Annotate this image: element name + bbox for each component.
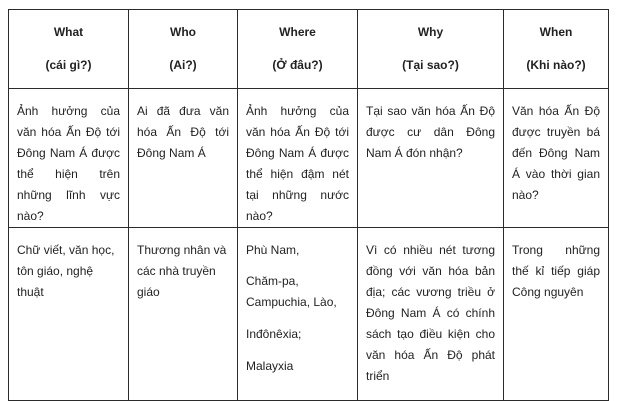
header-where-label: Where [279, 25, 316, 39]
header-when-sub: (Khi nào?) [526, 58, 586, 72]
question-where: Ảnh hưởng của văn hóa Ấn Độ tới Đông Nam Á được thể hiện đậm nét tại những nước nào? [238, 89, 358, 228]
header-who [129, 10, 238, 89]
answer-what: Chữ viết, văn học, tôn giáo, nghệ thuật [9, 228, 129, 401]
place-item: Phù Nam, [246, 243, 300, 257]
place-item: Chăm-pa, [246, 274, 299, 288]
question-who: Ai đã đưa văn hóa Ấn Độ tới Đông Nam Á [129, 89, 238, 228]
header-who-label: Who [170, 25, 196, 39]
header-what [9, 10, 129, 89]
question-row [9, 89, 609, 228]
header-row [9, 10, 609, 89]
header-what-label: What [53, 25, 84, 39]
question-why: Tại sao văn hóa Ấn Độ được cư dân Đông Nam Á đón nhận? [358, 89, 504, 228]
header-where-sub: (Ở đâu?) [272, 58, 323, 72]
header-what-sub: (cái gì?) [45, 58, 92, 72]
answer-why: Vì có nhiều nét tương đồng với văn hóa bản địa; các vương triều ở Đông Nam Á có chính sách tạo điều kiện cho văn hóa Ấn Độ phát triển [358, 228, 504, 401]
answer-who: Thương nhân và các nhà truyền giáo [129, 228, 238, 401]
header-where [238, 10, 358, 89]
header-why-sub: (Tại sao?) [402, 58, 459, 72]
header-who-sub: (Ai?) [169, 58, 197, 72]
answer-when: Trong những thế kỉ tiếp giáp Công nguyên [504, 228, 609, 401]
place-item: Campuchia, Lào, [246, 295, 337, 309]
place-item: Malayxia [246, 359, 294, 373]
place-item: Inđônêxia; [246, 327, 302, 341]
question-when: Văn hóa Ấn Độ được truyền bá đến Đông Nam Á vào thời gian nào? [504, 89, 609, 228]
header-why [358, 10, 504, 89]
header-why-label: Why [417, 25, 444, 39]
answer-where [238, 228, 358, 401]
header-when [504, 10, 609, 89]
answer-row [9, 228, 609, 401]
question-what: Ảnh hưởng của văn hóa Ấn Độ tới Đông Nam Á được thể hiện trên những lĩnh vực nào? [9, 89, 129, 228]
header-when-label: When [539, 25, 573, 39]
five-w-table [8, 9, 609, 401]
